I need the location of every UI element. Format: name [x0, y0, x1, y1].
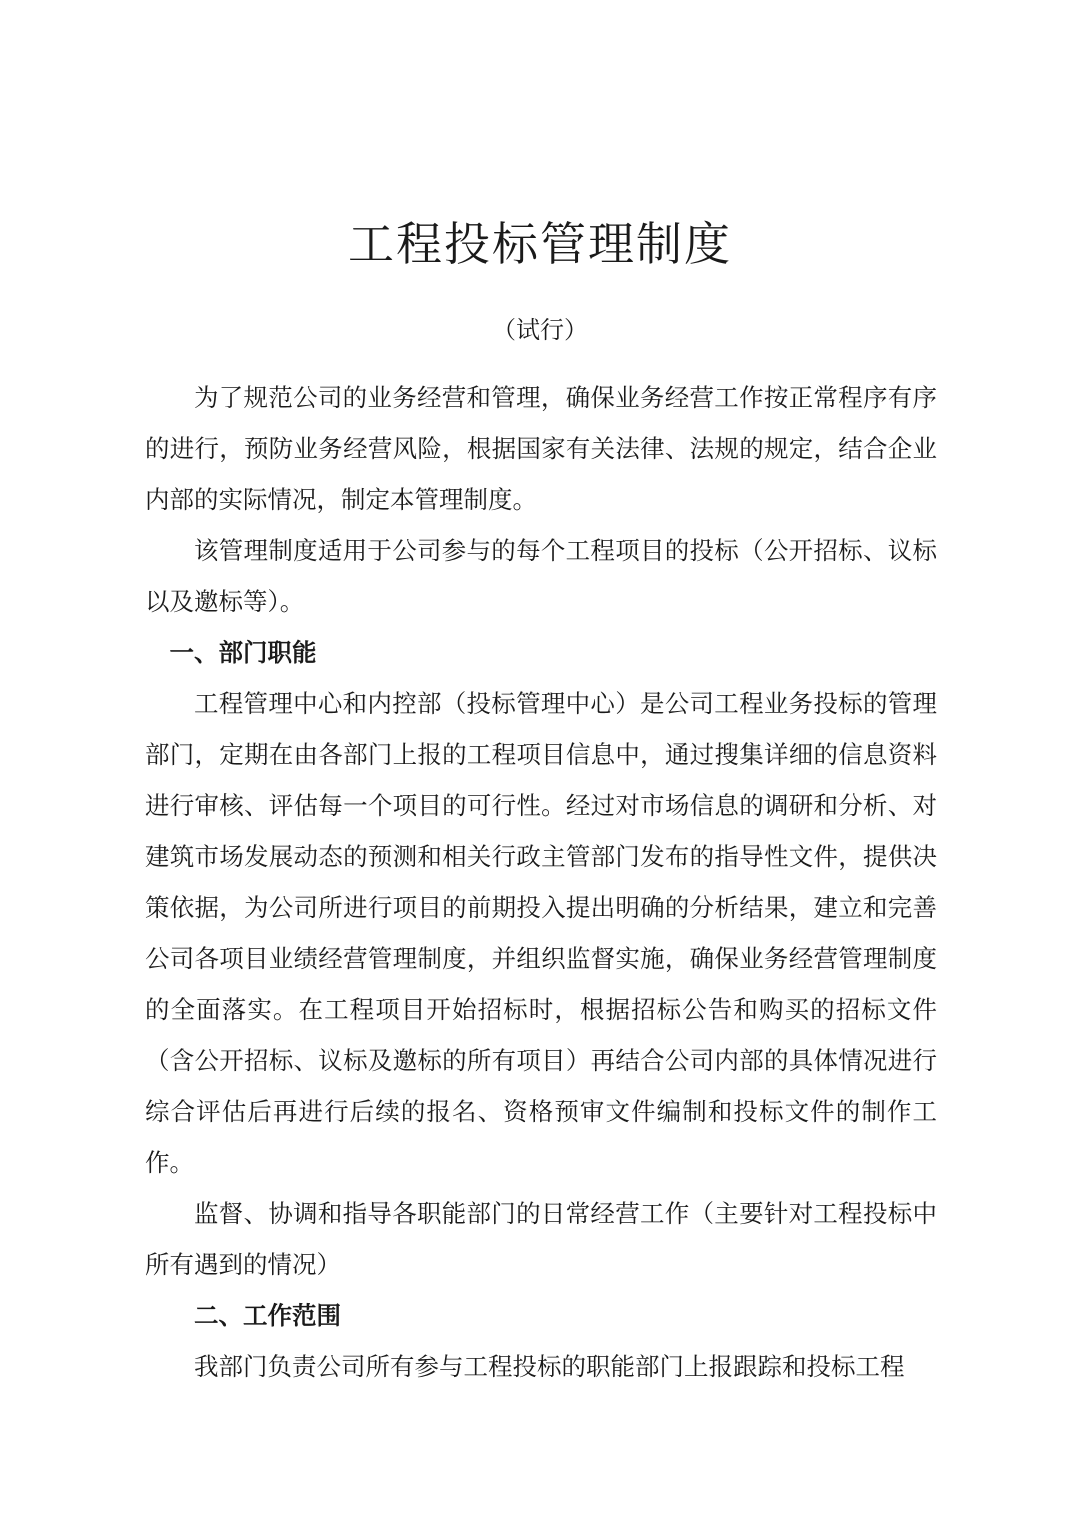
section-heading-work-scope: 二、工作范围 [194, 1301, 341, 1330]
document-title: 工程投标管理制度 [348, 217, 732, 271]
document-subtitle: （试行） [492, 316, 588, 344]
intro-paragraph-1: 为了规范公司的业务经营和管理，确保业务经营工作按正常程序有序的进行，预防业务经营风险，根据国家有关法律、法规的规定，结合企业内部的实际情况，制定本管理制度。 [145, 383, 937, 514]
section-heading-department-functions: 一、部门职能 [169, 638, 317, 667]
section1-paragraph-1: 工程管理中心和内控部（投标管理中心）是公司工程业务投标的管理部门，定期在由各部门上报的工程项目信息中，通过搜集详细的信息资料进行审核、评估每一个项目的可行性。经过对市场信息的调研和分析、对建筑市场发展动态的预测和相关行政主管部门发布的指导性文件，提供决策依据，为公司所进行项目的前期投入提出明确的分析结果，建立和完善公司各项目业绩经营管理制度，并组织监督实施，确保业务经营管理制度的全面落实。在工程项目开始招标时，根据招标公告和购买的招标文件（含公开招标、议标及邀标的所有项目）再结合公司内部的具体情况进行综合评估后再进行后续的报名、资格预审文件编制和投标文件的制作工作。 [145, 689, 937, 1177]
section1-paragraph-2: 监督、协调和指导各职能部门的日常经营工作（主要针对工程投标中所有遇到的情况） [145, 1199, 937, 1279]
section2-paragraph-1: 我部门负责公司所有参与工程投标的职能部门上报跟踪和投标工程 [194, 1352, 905, 1381]
document-body [145, 372, 937, 1392]
intro-paragraph-2: 该管理制度适用于公司参与的每个工程项目的投标（公开招标、议标以及邀标等）。 [145, 536, 937, 616]
